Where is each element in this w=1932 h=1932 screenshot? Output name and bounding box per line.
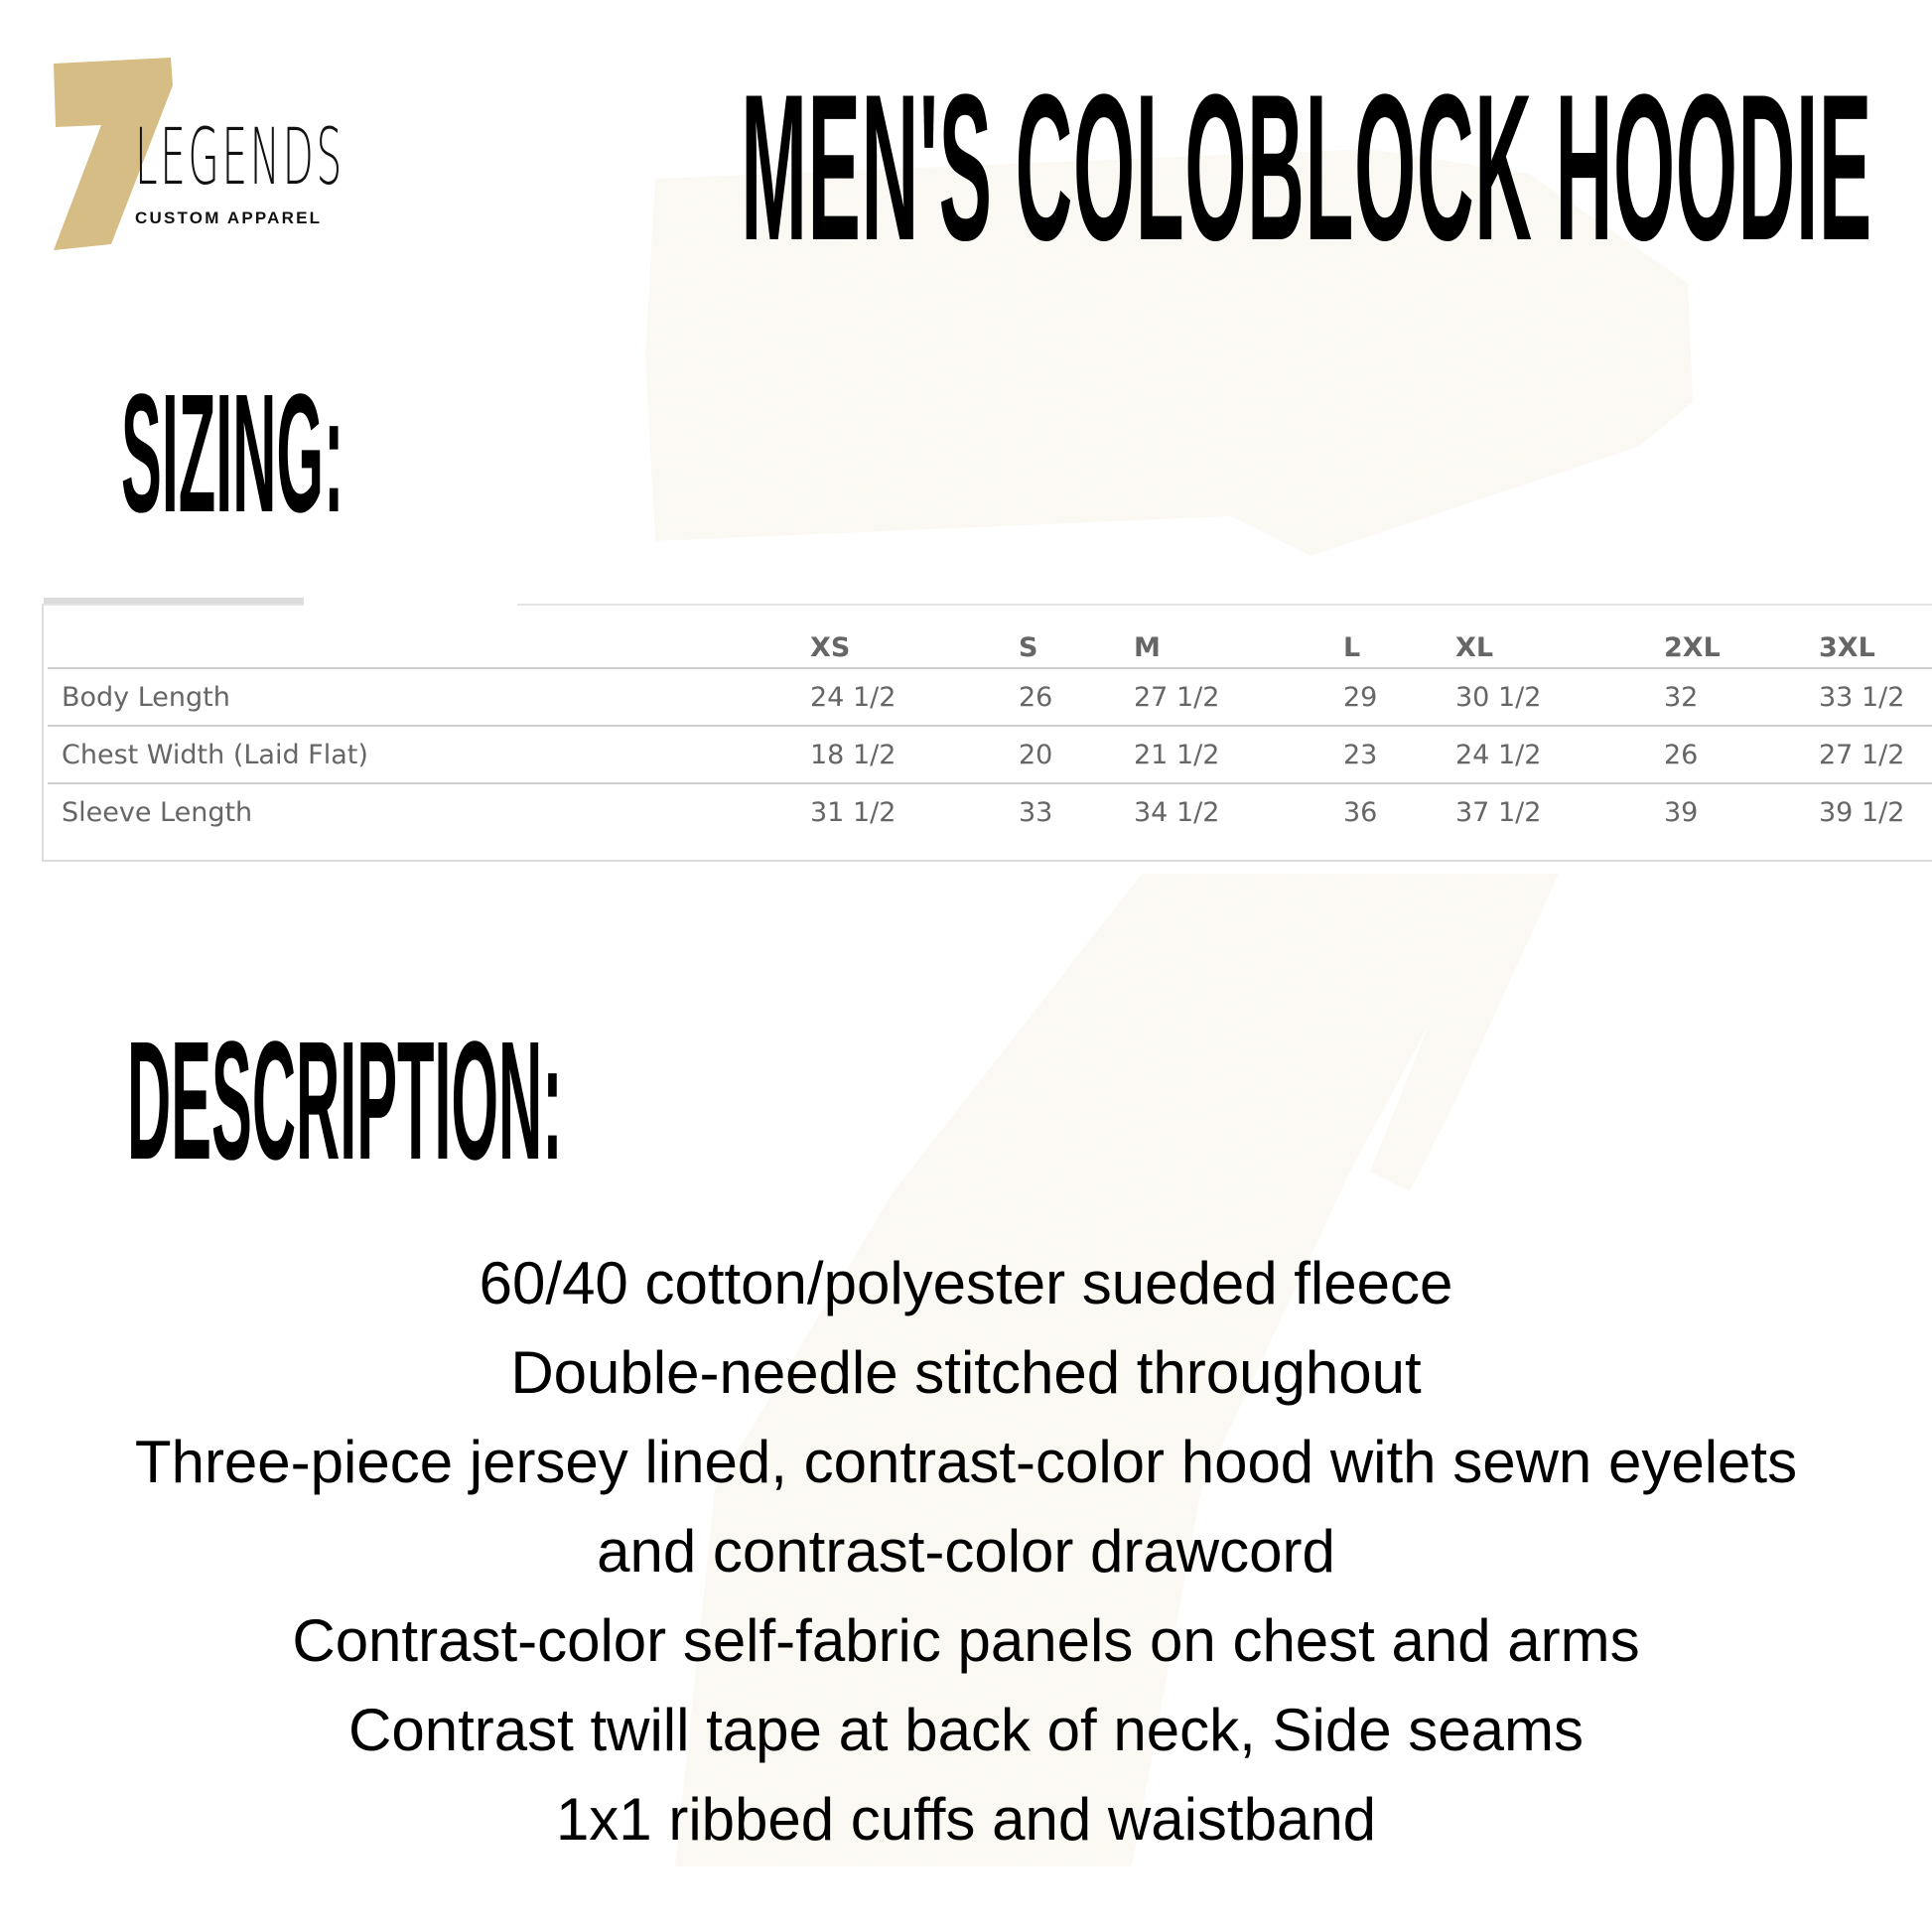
size-value-cell: 39 (1664, 783, 1819, 840)
size-value-cell: 30 1/2 (1455, 668, 1664, 726)
table-row (48, 668, 1932, 726)
table-tab-indicator (44, 598, 304, 604)
description-heading: DESCRIPTION: (127, 1007, 563, 1195)
table-header-size: L (1343, 631, 1361, 663)
size-value-cell: 34 1/2 (1134, 783, 1343, 840)
sizing-heading: SIZING: (121, 359, 345, 548)
description-line: Contrast-color self-fabric panels on chest and arms (292, 1607, 1640, 1674)
size-value-cell: 27 1/2 (1819, 726, 1932, 783)
size-value-cell: 26 (1019, 668, 1134, 726)
table-header-label (48, 627, 810, 668)
size-value-cell: 32 (1664, 668, 1819, 726)
row-label: Sleeve Length (48, 783, 810, 840)
table-header-size: 3XL (1819, 631, 1875, 663)
table-row (48, 726, 1932, 783)
table-header-size: XS (810, 631, 851, 663)
size-value-cell: 23 (1343, 726, 1455, 783)
size-value-cell: 24 1/2 (1455, 726, 1664, 783)
size-value-cell: 31 1/2 (810, 783, 1019, 840)
table-header-size: M (1134, 631, 1161, 663)
brand-tagline: CUSTOM APPAREL (135, 208, 323, 227)
description-line: 60/40 cotton/polyester sueded fleece (479, 1250, 1453, 1316)
size-value-cell: 37 1/2 (1455, 783, 1664, 840)
size-value-cell: 33 (1019, 783, 1134, 840)
table-header-size: S (1019, 631, 1038, 663)
page-title: MEN'S COLOBLOCK HOODIE (741, 51, 1872, 284)
description-line: Double-needle stitched throughout (510, 1339, 1422, 1406)
sizing-table-panel (42, 604, 1932, 862)
row-label: Chest Width (Laid Flat) (48, 726, 810, 783)
size-value-cell: 33 1/2 (1819, 668, 1932, 726)
brand-logo (52, 56, 349, 254)
description-list (0, 1239, 1932, 1864)
size-value-cell: 36 (1343, 783, 1455, 840)
size-value-cell: 27 1/2 (1134, 668, 1343, 726)
row-label: Body Length (48, 668, 810, 726)
size-value-cell: 20 (1019, 726, 1134, 783)
size-value-cell: 29 (1343, 668, 1455, 726)
size-value-cell: 18 1/2 (810, 726, 1019, 783)
description-line: Contrast twill tape at back of neck, Side seams (348, 1697, 1584, 1763)
size-value-cell: 21 1/2 (1134, 726, 1343, 783)
description-line: Three-piece jersey lined, contrast-color hood with sewn eyelets (134, 1429, 1798, 1495)
tab-gap (304, 602, 517, 606)
size-value-cell: 24 1/2 (810, 668, 1019, 726)
size-value-cell: 26 (1664, 726, 1819, 783)
brand-name: LEGENDS (135, 113, 345, 203)
table-row (48, 783, 1932, 840)
size-value-cell: 39 1/2 (1819, 783, 1932, 840)
table-header-size: XL (1455, 631, 1494, 663)
size-chart-table (48, 627, 1932, 840)
description-line: 1x1 ribbed cuffs and waistband (555, 1786, 1377, 1853)
table-header-row (48, 627, 1932, 668)
description-line: and contrast-color drawcord (597, 1518, 1335, 1585)
table-header-size: 2XL (1664, 631, 1721, 663)
